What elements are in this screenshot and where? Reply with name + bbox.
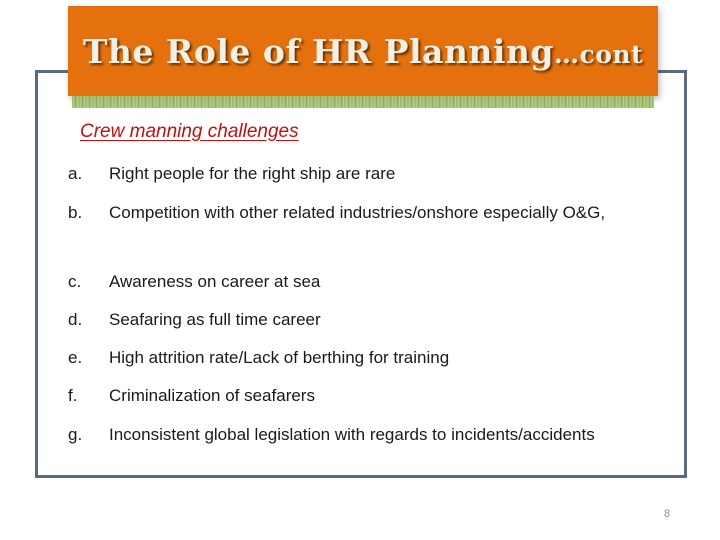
grass-strip	[72, 96, 654, 108]
list-text: High attrition rate/Lack of berthing for training	[109, 348, 450, 367]
list-marker: e.	[68, 348, 83, 367]
list-text: Criminalization of seafarers	[109, 386, 315, 405]
list-text: Seafaring as full time career	[109, 310, 321, 329]
list-text: Awareness on career at sea	[109, 272, 321, 291]
title-cont: …cont	[553, 39, 644, 69]
page-number: 8	[664, 508, 671, 520]
list-marker: g.	[68, 425, 83, 444]
title-banner	[68, 6, 658, 96]
slide-title	[83, 32, 643, 71]
list-text: Competition with other related industries/onshore especially O&G,	[109, 203, 606, 222]
list-marker: b.	[68, 203, 83, 222]
subheading: Crew manning challenges	[80, 121, 299, 142]
list-marker: c.	[68, 272, 82, 291]
list-marker: d.	[68, 310, 83, 329]
list-marker: f.	[68, 386, 78, 405]
list-text: Inconsistent global legislation with regards to incidents/accidents	[109, 425, 595, 444]
title-main: The Role of HR Planning	[82, 31, 554, 71]
list-marker: a.	[68, 164, 83, 183]
list-text: Right people for the right ship are rare	[109, 164, 396, 183]
